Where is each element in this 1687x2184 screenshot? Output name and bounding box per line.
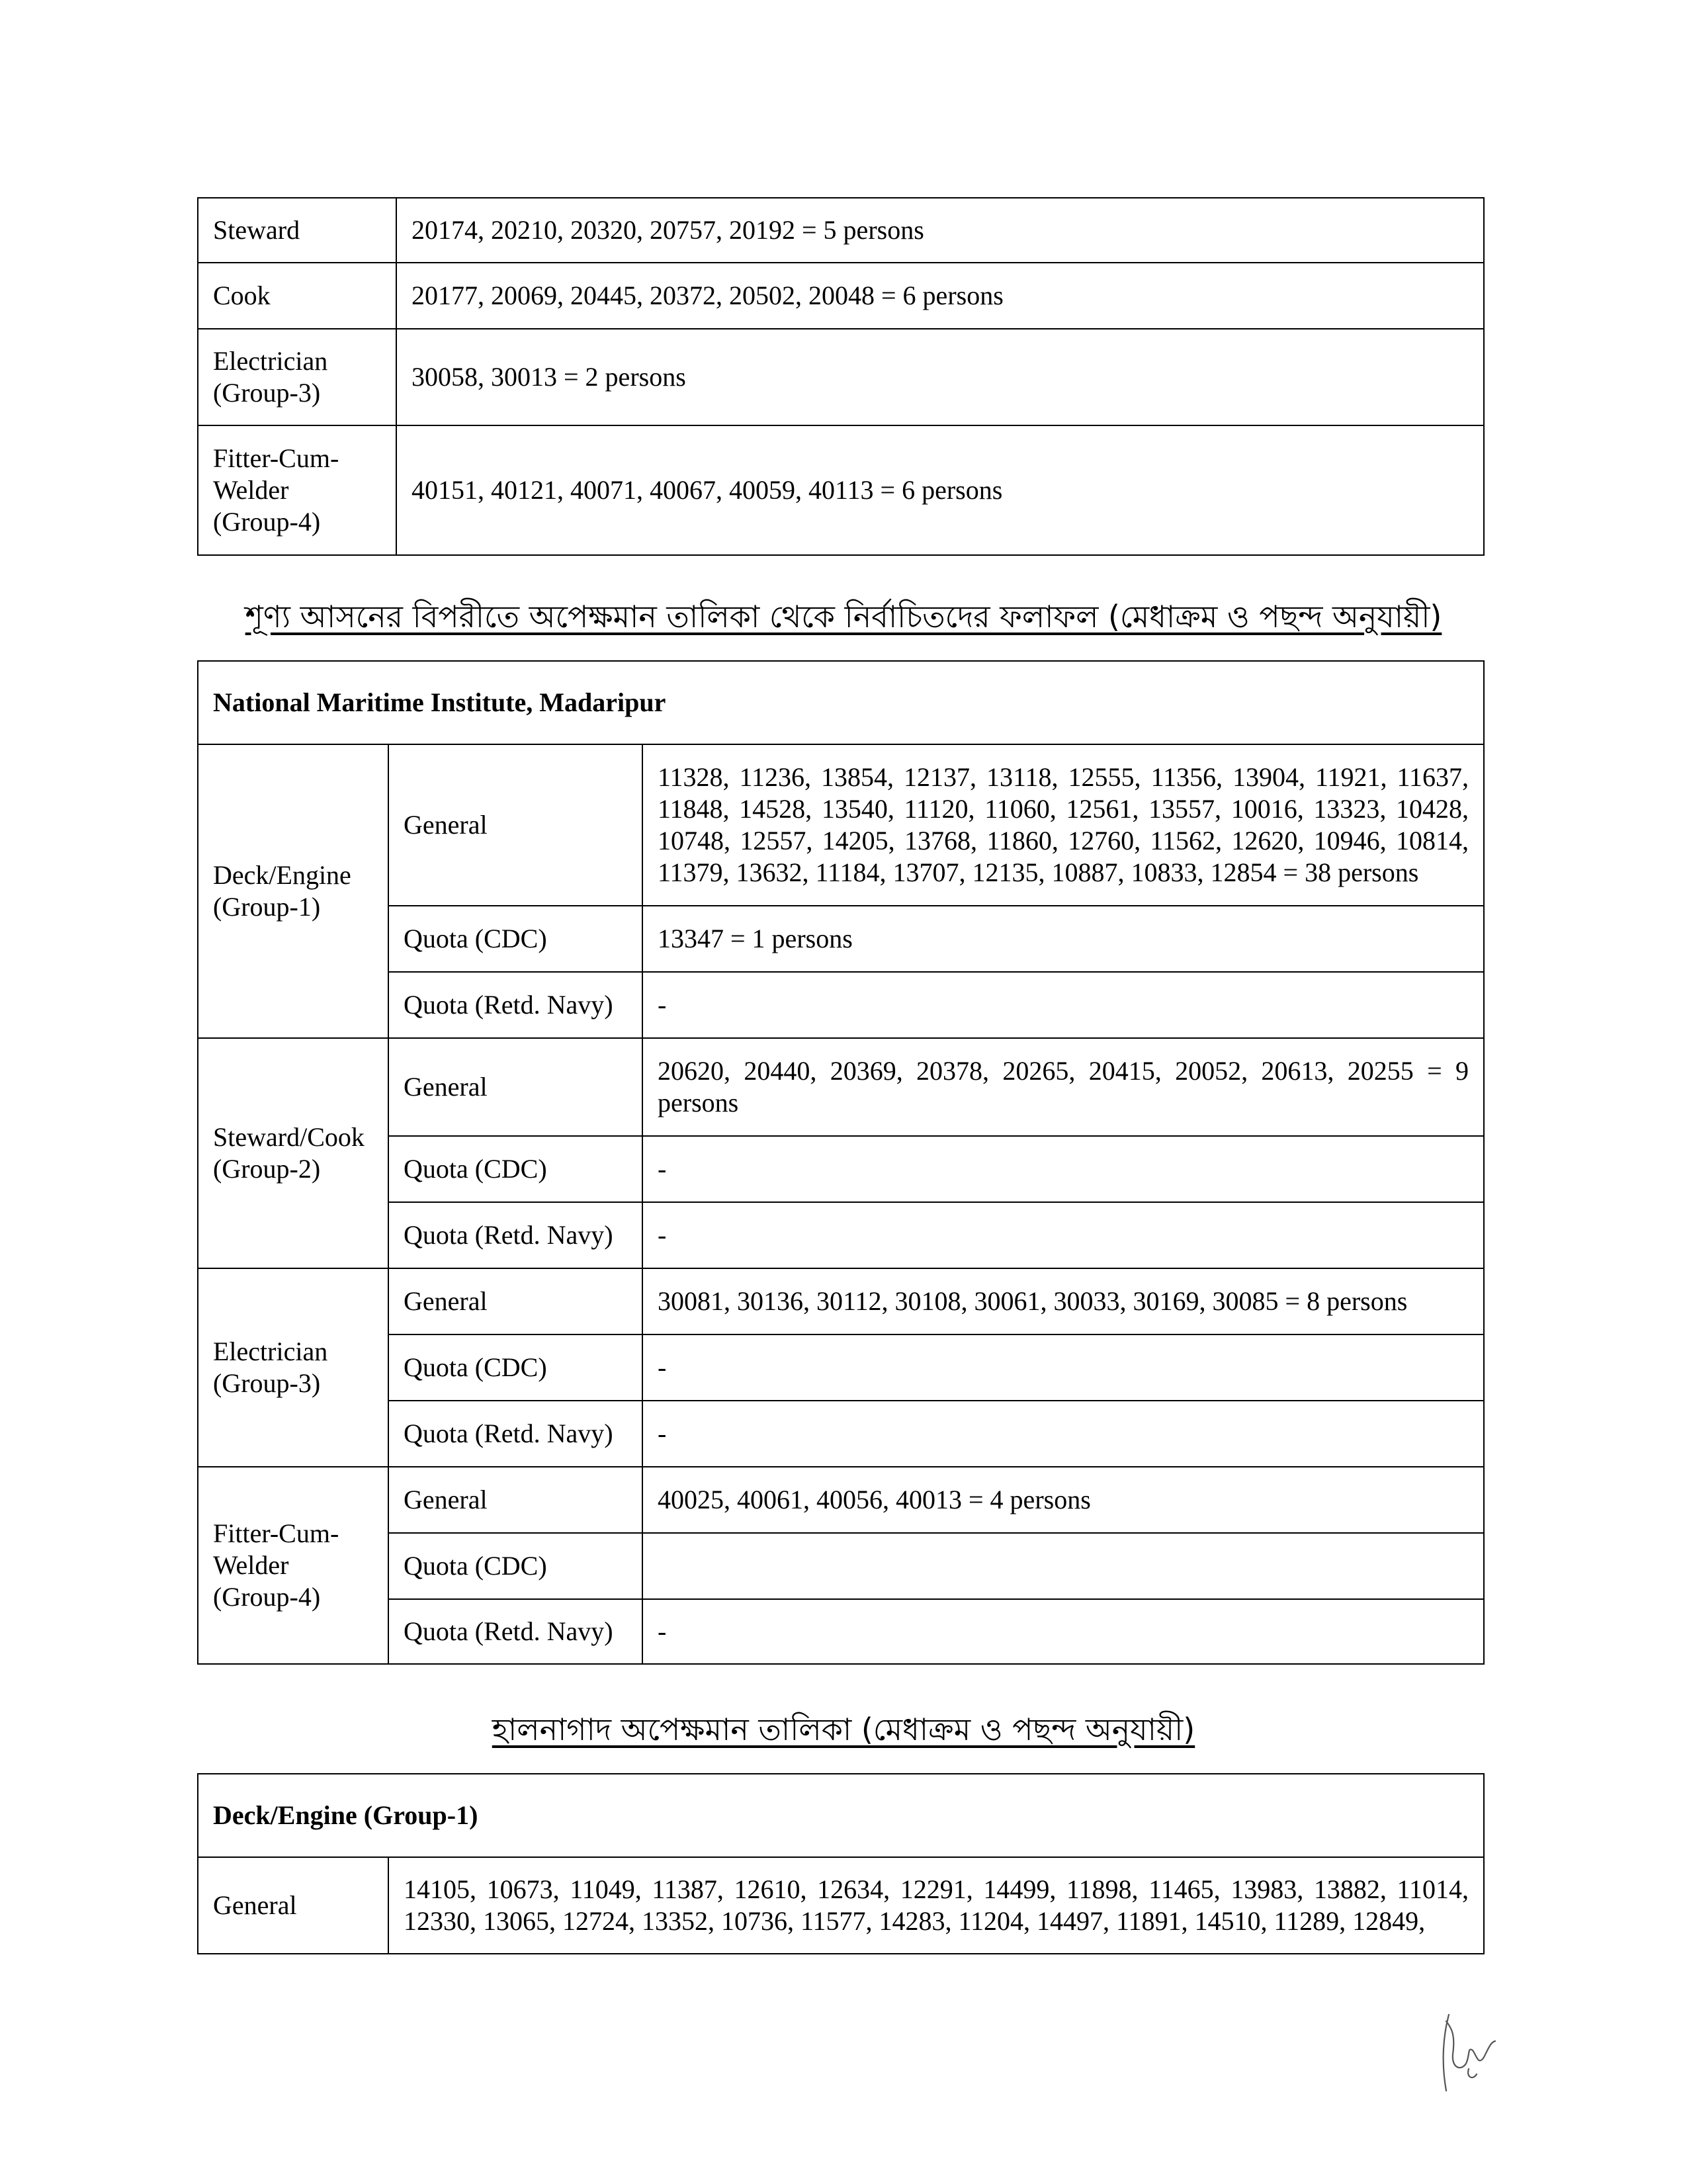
roll-numbers: -	[642, 972, 1484, 1038]
roll-numbers: -	[642, 1136, 1484, 1202]
trade-label: Cook	[198, 263, 396, 329]
table-row	[198, 263, 1484, 329]
group-label: Fitter-Cum-Welder (Group-4)	[198, 1467, 388, 1664]
table-title-row	[198, 1774, 1484, 1857]
quota-label: Quota (CDC)	[388, 1136, 642, 1202]
table-row	[198, 972, 1484, 1038]
quota-label: Quota (Retd. Navy)	[388, 1202, 642, 1268]
roll-numbers: 11328, 11236, 13854, 12137, 13118, 12555, 11356, 13904, 11921, 11637, 11848, 14528, 13540, 11120, 11060, 12561, 13557, 10016, 13323, 10428, 10748, 12557, 14205, 13768, 11860, 12760, 11562, 12620, 10946, 10814, 11379, 13632, 11184, 13707, 12135, 10887, 10833, 12854 = 38 persons	[642, 744, 1484, 906]
table-row	[198, 1334, 1484, 1401]
quota-label: Quota (Retd. Navy)	[388, 1401, 642, 1467]
table-row	[198, 1136, 1484, 1202]
group-title: Deck/Engine (Group-1)	[198, 1774, 1484, 1857]
roll-numbers: -	[642, 1334, 1484, 1401]
quota-label: General	[198, 1857, 388, 1954]
roll-numbers: 40151, 40121, 40071, 40067, 40059, 40113 = 6 persons	[396, 425, 1484, 555]
roll-numbers: -	[642, 1401, 1484, 1467]
roll-numbers: 30058, 30013 = 2 persons	[396, 329, 1484, 425]
handwritten-signature-icon	[1429, 2008, 1502, 2094]
roll-numbers: 20177, 20069, 20445, 20372, 20502, 20048 = 6 persons	[396, 263, 1484, 329]
group-label: Electrician (Group-3)	[198, 1268, 388, 1467]
trade-label: Fitter-Cum-Welder (Group-4)	[198, 425, 396, 555]
section-heading-text: হালনাগাদ অপেক্ষমান তালিকা (মেধাক্রম ও পছন্দ অনুযায়ী)	[492, 1712, 1195, 1747]
quota-label: General	[388, 1038, 642, 1136]
table-row	[198, 1533, 1484, 1599]
section-heading-selected-results	[0, 597, 1687, 636]
quota-label: Quota (Retd. Navy)	[388, 972, 642, 1038]
section-heading-text: শূণ্য আসনের বিপরীতে অপেক্ষমান তালিকা থেকে নির্বাচিতদের ফলাফল (মেধাক্রম ও পছন্দ অনুযায়ী)	[245, 599, 1442, 634]
roll-numbers: -	[642, 1202, 1484, 1268]
quota-label: Quota (CDC)	[388, 1334, 642, 1401]
table-row	[198, 744, 1484, 906]
roll-numbers: 40025, 40061, 40056, 40013 = 4 persons	[642, 1467, 1484, 1533]
table-row	[198, 906, 1484, 972]
quota-label: Quota (CDC)	[388, 1533, 642, 1599]
table-row	[198, 1599, 1484, 1664]
roll-numbers	[642, 1533, 1484, 1599]
roll-numbers: 20620, 20440, 20369, 20378, 20265, 20415, 20052, 20613, 20255 = 9 persons	[642, 1038, 1484, 1136]
table-row	[198, 1038, 1484, 1136]
table-row	[198, 1401, 1484, 1467]
group-label: Steward/Cook (Group-2)	[198, 1038, 388, 1268]
quota-label: Quota (Retd. Navy)	[388, 1599, 642, 1664]
roll-numbers: 30081, 30136, 30112, 30108, 30061, 30033, 30169, 30085 = 8 persons	[642, 1268, 1484, 1334]
trade-label: Electrician (Group-3)	[198, 329, 396, 425]
table-title-row	[198, 661, 1484, 744]
roll-numbers: -	[642, 1599, 1484, 1664]
institute-name: National Maritime Institute, Madaripur	[198, 661, 1484, 744]
table-row	[198, 198, 1484, 263]
roll-numbers: 14105, 10673, 11049, 11387, 12610, 12634, 12291, 14499, 11898, 11465, 13983, 13882, 11014, 12330, 13065, 12724, 13352, 10736, 11577, 14283, 11204, 14497, 11891, 14510, 11289, 12849,	[388, 1857, 1484, 1954]
trade-label: Steward	[198, 198, 396, 263]
table-row	[198, 1202, 1484, 1268]
table-trade-results	[197, 197, 1485, 556]
table-row	[198, 1467, 1484, 1533]
quota-label: General	[388, 1268, 642, 1334]
quota-label: Quota (CDC)	[388, 906, 642, 972]
quota-label: General	[388, 1467, 642, 1533]
table-updated-waitlist	[197, 1773, 1485, 1954]
table-row	[198, 425, 1484, 555]
table-row	[198, 1268, 1484, 1334]
group-label: Deck/Engine (Group-1)	[198, 744, 388, 1038]
quota-label: General	[388, 744, 642, 906]
table-row	[198, 329, 1484, 425]
roll-numbers: 13347 = 1 persons	[642, 906, 1484, 972]
table-institute-results	[197, 660, 1485, 1665]
section-heading-updated-waitlist	[0, 1710, 1687, 1749]
roll-numbers: 20174, 20210, 20320, 20757, 20192 = 5 persons	[396, 198, 1484, 263]
table-row	[198, 1857, 1484, 1954]
